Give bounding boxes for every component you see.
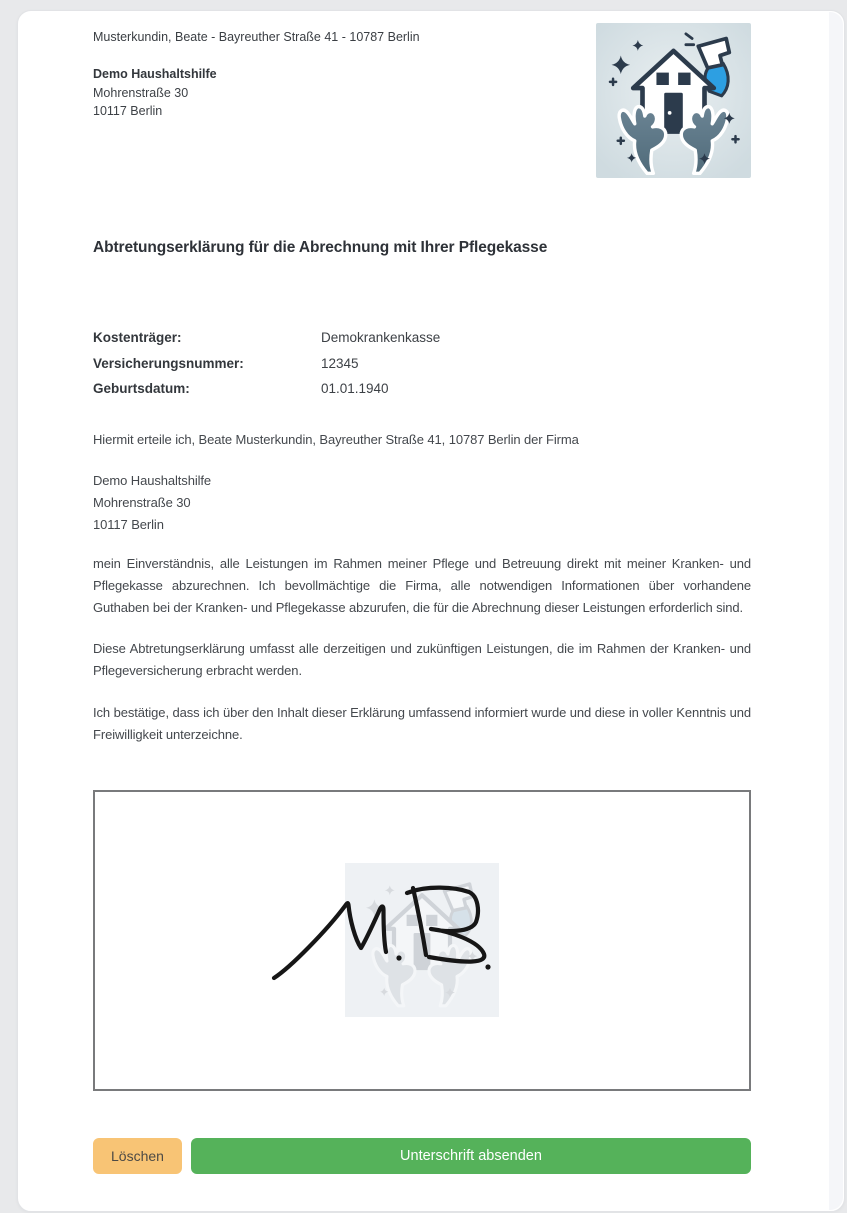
detail-label: Geburtsdatum: bbox=[93, 381, 190, 396]
company-city: 10117 Berlin bbox=[93, 516, 164, 532]
confirmation-paragraph: Ich bestätige, dass ich über den Inhalt dieser Erklärung umfassend informiert wurde und diese in voller Kenntnis und Freiwilligkeit unterzeichne. bbox=[93, 704, 751, 742]
recipient-name: Demo Haushaltshilfe bbox=[93, 67, 217, 81]
detail-row-geburtsdatum bbox=[93, 376, 751, 402]
action-bar bbox=[93, 1138, 751, 1174]
detail-value: 12345 bbox=[321, 355, 359, 371]
signature-drawing bbox=[95, 792, 749, 1089]
company-name: Demo Haushaltshilfe bbox=[93, 472, 212, 488]
scrollbar-track[interactable] bbox=[829, 12, 843, 1210]
detail-value: Demokrankenkasse bbox=[321, 330, 441, 345]
detail-value: 01.01.1940 bbox=[321, 381, 389, 396]
signature-pad[interactable] bbox=[93, 790, 751, 1091]
document-title: Abtretungserklärung für die Abrechnung mit Ihrer Pflegekasse bbox=[93, 239, 548, 256]
letterhead bbox=[93, 28, 751, 238]
detail-label: Versicherungsnummer: bbox=[93, 355, 244, 371]
detail-label: Kostenträger: bbox=[93, 330, 182, 345]
company-address-block bbox=[93, 470, 751, 536]
delete-button[interactable]: Löschen bbox=[93, 1138, 182, 1174]
document-content bbox=[93, 11, 751, 1174]
submit-signature-button[interactable]: Unterschrift absenden bbox=[191, 1138, 751, 1174]
intro-paragraph: Hiermit erteile ich, Beate Musterkundin, Bayreuther Straße 41, 10787 Berlin der Firma bbox=[93, 431, 579, 447]
detail-row-kostentraeger bbox=[93, 325, 751, 351]
detail-row-versicherungsnummer bbox=[93, 351, 751, 377]
scope-paragraph: Diese Abtretungserklärung umfasst alle derzeitigen und zukünftigen Leistungen, die im Rahmen der Kranken- und Pflegeversicherung erbracht werden. bbox=[93, 640, 751, 678]
house-cleaning-logo-icon bbox=[596, 23, 751, 178]
document-card bbox=[17, 10, 845, 1212]
recipient-city: 10117 Berlin bbox=[93, 104, 163, 118]
details-table bbox=[93, 325, 751, 402]
sender-line: Musterkundin, Beate - Bayreuther Straße 41 - 10787 Berlin bbox=[93, 30, 420, 44]
consent-paragraph: mein Einverständnis, alle Leistungen im Rahmen meiner Pflege und Betreuung direkt mit meiner Kranken- und Pflegekasse abzurechnen. Ich bevollmächtige die Firma, alle notwendigen Informationen über vorhandene Guthaben bei der Kranken- und Pflegekasse abzurufen, die für die Abrechnung dieser Leistungen erforderlich sind. bbox=[93, 555, 751, 615]
recipient-street: Mohrenstraße 30 bbox=[93, 85, 189, 100]
company-street: Mohrenstraße 30 bbox=[93, 494, 191, 510]
